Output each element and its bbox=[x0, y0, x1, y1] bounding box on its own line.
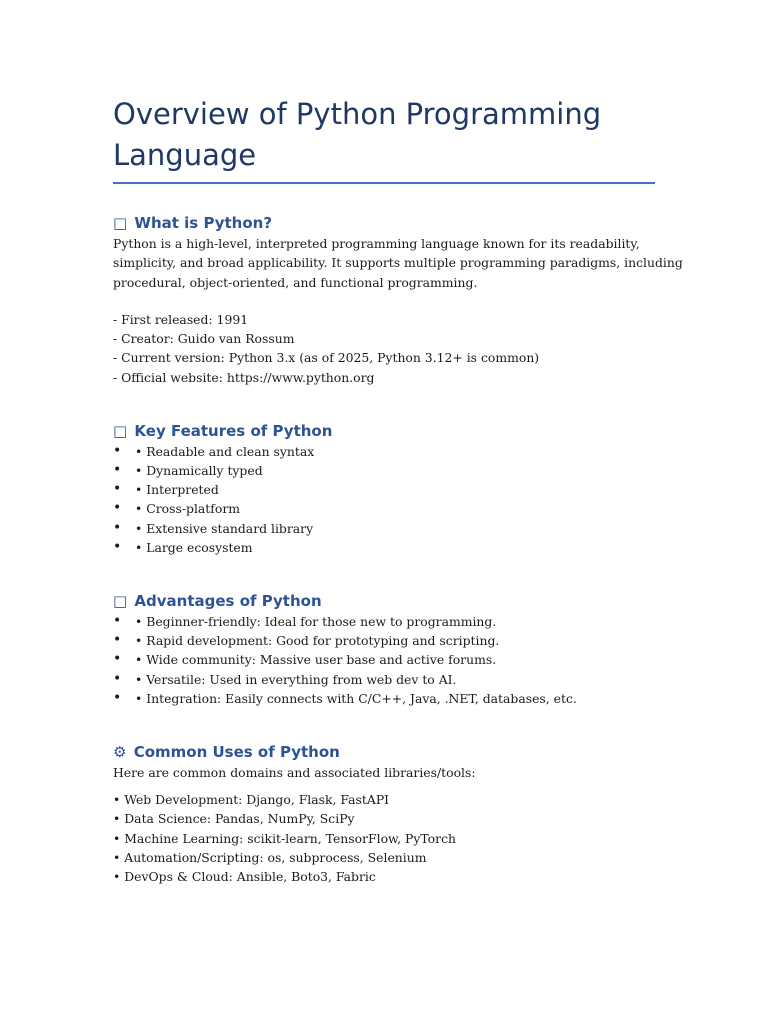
section-common-uses bbox=[113, 741, 655, 886]
document-title: Overview of Python Programming Language bbox=[113, 94, 655, 184]
section-heading bbox=[113, 741, 655, 763]
use-line: • Automation/Scripting: os, subprocess, Selenium bbox=[113, 849, 427, 865]
bullet-icon: • bbox=[113, 538, 122, 555]
bullet-icon: • bbox=[113, 651, 122, 668]
list-item: • • Extensive standard library bbox=[113, 519, 655, 538]
list-item: • • Interpreted bbox=[113, 480, 655, 499]
list-item: • • Readable and clean syntax bbox=[113, 442, 655, 461]
bullet-icon: • bbox=[113, 481, 122, 498]
paragraph-line: procedural, object-oriented, and functional programming. bbox=[113, 274, 478, 290]
section-heading bbox=[113, 590, 655, 612]
use-line: • Data Science: Pandas, NumPy, SciPy bbox=[113, 811, 355, 827]
fact-line: - Official website: https://www.python.org bbox=[113, 369, 375, 385]
intro-paragraph bbox=[113, 234, 683, 292]
section-heading bbox=[113, 212, 655, 234]
heading-text: What is Python? bbox=[134, 214, 273, 232]
features-list bbox=[113, 442, 655, 557]
uses-list bbox=[113, 790, 655, 886]
bullet-icon: • bbox=[113, 519, 122, 536]
bullet-icon: • bbox=[113, 612, 122, 629]
use-line: • Machine Learning: scikit-learn, TensorFlow, PyTorch bbox=[113, 830, 456, 846]
list-item: • • Cross-platform bbox=[113, 499, 655, 518]
bullet-icon: • bbox=[113, 632, 122, 649]
facts-list bbox=[113, 310, 655, 387]
bullet-icon: • bbox=[113, 500, 122, 517]
paragraph-line: simplicity, and broad applicability. It supports multiple programming paradigms, including bbox=[113, 255, 683, 271]
section-heading bbox=[113, 420, 655, 442]
list-item: • • Wide community: Massive user base and active forums. bbox=[113, 650, 655, 669]
bullet-icon: • bbox=[113, 442, 122, 459]
section-advantages bbox=[113, 590, 655, 708]
missing-glyph-icon: □ bbox=[113, 421, 128, 440]
bullet-icon: • bbox=[113, 689, 122, 706]
missing-glyph-icon: □ bbox=[113, 591, 128, 610]
bullet-icon: • bbox=[113, 461, 122, 478]
advantages-list bbox=[113, 612, 655, 708]
uses-intro: Here are common domains and associated libraries/tools: bbox=[113, 764, 476, 780]
list-item: • • Beginner-friendly: Ideal for those new to programming. bbox=[113, 612, 655, 631]
fact-line: - Current version: Python 3.x (as of 2025, Python 3.12+ is common) bbox=[113, 350, 540, 366]
bullet-icon: • bbox=[113, 670, 122, 687]
use-line: • DevOps & Cloud: Ansible, Boto3, Fabric bbox=[113, 869, 376, 885]
list-item: • • Integration: Easily connects with C/C++, Java, .NET, databases, etc. bbox=[113, 689, 655, 708]
heading-text: Common Uses of Python bbox=[133, 742, 340, 761]
paragraph-line: Python is a high-level, interpreted programming language known for its readability, bbox=[113, 236, 640, 251]
list-item: • • Rapid development: Good for prototyping and scripting. bbox=[113, 631, 655, 650]
list-item: • • Dynamically typed bbox=[113, 461, 655, 480]
section-what-is-python bbox=[113, 212, 683, 387]
heading-text: Key Features of Python bbox=[134, 421, 333, 440]
heading-text: Advantages of Python bbox=[134, 591, 322, 610]
section-key-features bbox=[113, 420, 655, 557]
fact-line: - Creator: Guido van Rossum bbox=[113, 331, 295, 347]
list-item: • • Versatile: Used in everything from web dev to AI. bbox=[113, 670, 655, 689]
missing-glyph-icon: □ bbox=[113, 214, 128, 232]
fact-line: - First released: 1991 bbox=[113, 311, 249, 327]
use-line: • Web Development: Django, Flask, FastAPI bbox=[113, 792, 390, 808]
list-item: • • Large ecosystem bbox=[113, 538, 655, 557]
gear-icon: ⚙ bbox=[113, 742, 127, 761]
